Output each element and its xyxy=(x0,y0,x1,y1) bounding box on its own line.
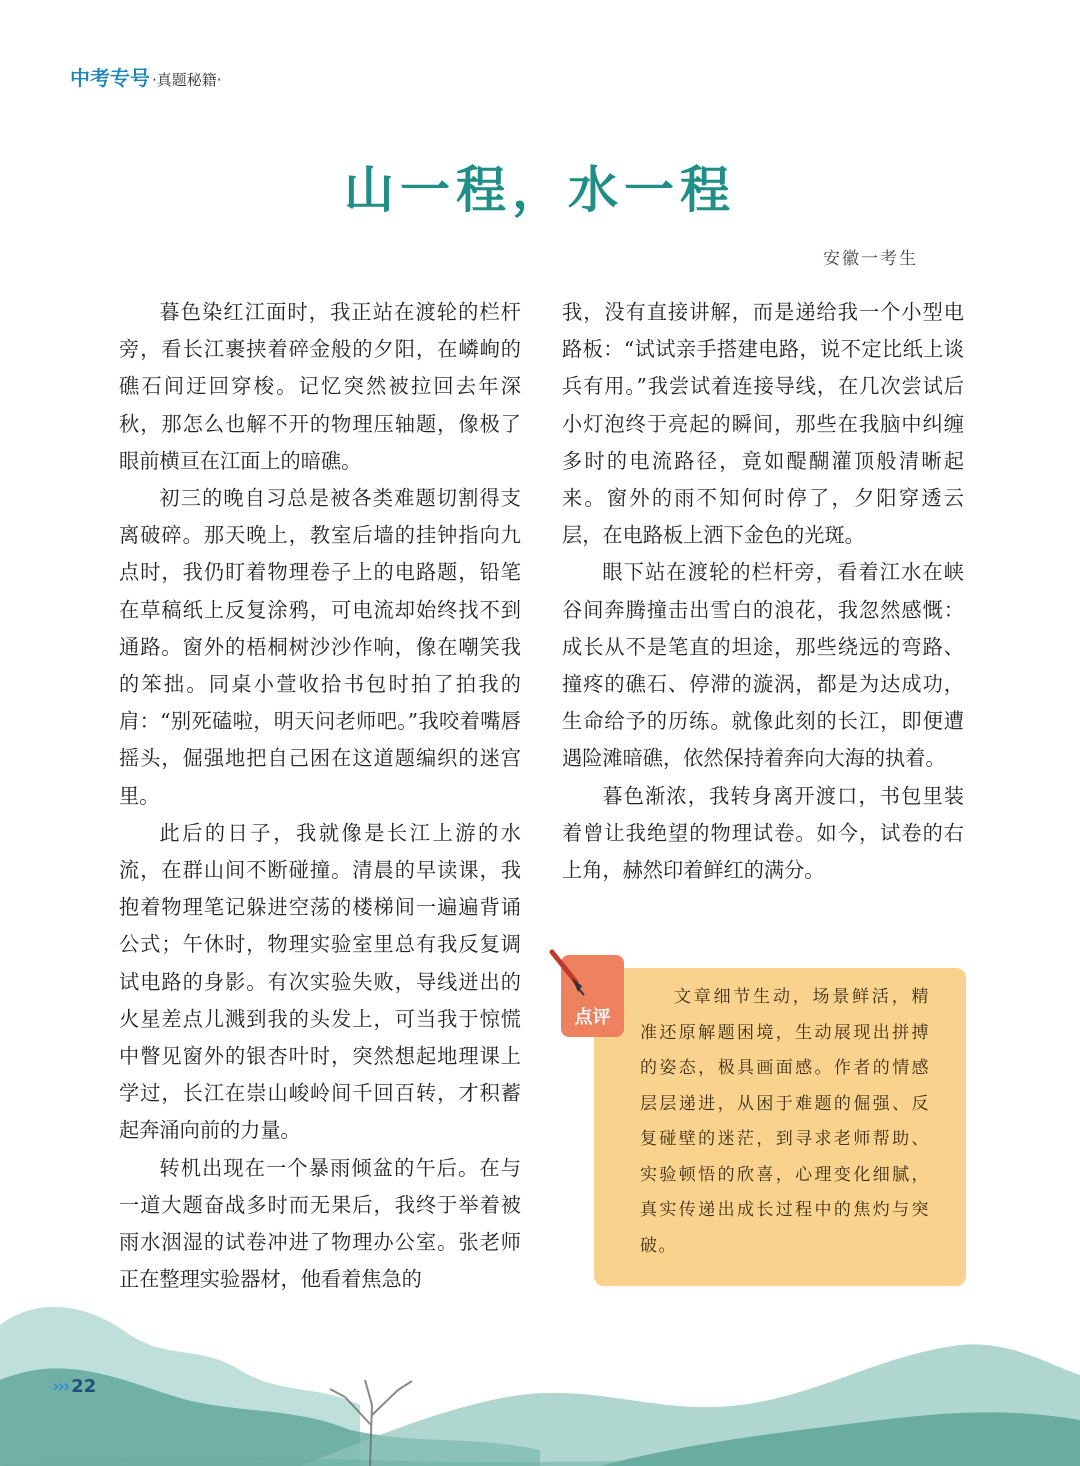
comment-text: 文章细节生动，场景鲜活，精准还原解题困境，生动展现出拼搏的姿态，极具画面感。作者的情感层层递进，从困于难题的倔强、反复碰壁的迷茫，到寻求老师帮助、实验顿悟的欣喜，心理变化细腻，真实传递出成长过程中的焦灼与突破。 xyxy=(640,987,930,1256)
comment-box xyxy=(594,968,966,1286)
paragraph: 转机出现在一个暴雨倾盆的午后。在与一道大题奋战多时而无果后，我终于举着被雨水洇湿的试卷冲进了物理办公室。张老师正在整理实验器材，他看着焦急的 xyxy=(119,1155,521,1292)
pen-icon xyxy=(548,948,598,1000)
page-header xyxy=(70,62,222,91)
paragraph: 暮色渐浓，我转身离开渡口，书包里装着曾让我绝望的物理试卷。如今，试卷的右上角，赫然印着鲜红的满分。 xyxy=(562,783,964,883)
right-column xyxy=(562,294,964,889)
left-column xyxy=(119,294,521,1298)
article-title: 山一程，水一程 xyxy=(344,161,736,219)
header-section: ·真题秘籍· xyxy=(152,71,222,89)
page-number xyxy=(52,1376,96,1397)
landscape-illustration xyxy=(0,1285,1080,1466)
paragraph-continuation: 我，没有直接讲解，而是递给我一个小型电路板：“试试亲手搭建电路，说不定比纸上谈兵有用。”我尝试着连接导线，在几次尝试后小灯泡终于亮起的瞬间，那些在我脑中纠缠多时的电流路径，竟如醍醐灌顶般清晰起来。窗外的雨不知何时停了，夕阳穿透云层，在电路板上洒下金色的光斑。 xyxy=(562,300,964,548)
paragraph: 此后的日子，我就像是长江上游的水流，在群山间不断碰撞。清晨的早读课，我抱着物理笔记躲进空荡的楼梯间一遍遍背诵公式；午休时，物理实验室里总有我反复调试电路的身影。有次实验失败，导线迸出的火星差点儿溅到我的头发上，可当我于惊慌中瞥见窗外的银杏叶时，突然想起地理课上学过，长江在崇山峻岭间千回百转，才积蓄起奔涌向前的力量。 xyxy=(119,820,521,1143)
article-author: 安徽一考生 xyxy=(823,249,918,269)
paragraph: 眼下站在渡轮的栏杆旁，看着江水在峡谷间奔腾撞击出雪白的浪花，我忽然感慨：成长从不是笔直的坦途，那些绕远的弯路、撞疼的礁石、停滞的漩涡，都是为达成功，生命给予的历练。就像此刻的长江，即便遭遇险滩暗礁，依然保持着奔向大海的执着。 xyxy=(562,560,964,771)
comment-label: 点评 xyxy=(574,1007,611,1028)
paragraph: 初三的晚自习总是被各类难题切割得支离破碎。那天晚上，教室后墙的挂钟指向九点时，我仍盯着物理卷子上的电路题，铅笔在草稿纸上反复涂鸦，可电流却始终找不到通路。窗外的梧桐树沙沙作响，像在嘲笑我的笨拙。同桌小萱收拾书包时拍了拍我的肩：“别死磕啦，明天问老师吧。”我咬着嘴唇摇头，倔强地把自己困在这道题编织的迷宫里。 xyxy=(119,486,521,808)
paragraph: 暮色染红江面时，我正站在渡轮的栏杆旁，看长江裹挟着碎金般的夕阳，在嶙峋的礁石间迂回穿梭。记忆突然被拉回去年深秋，那怎么也解不开的物理压轴题，像极了眼前横亘在江面上的暗礁。 xyxy=(119,300,521,473)
chevron-right-icon: ››› xyxy=(52,1376,69,1397)
header-brand: 中考专号 xyxy=(70,66,150,90)
comment-text-wrap xyxy=(640,980,930,1264)
page-number-value: 22 xyxy=(71,1376,97,1397)
